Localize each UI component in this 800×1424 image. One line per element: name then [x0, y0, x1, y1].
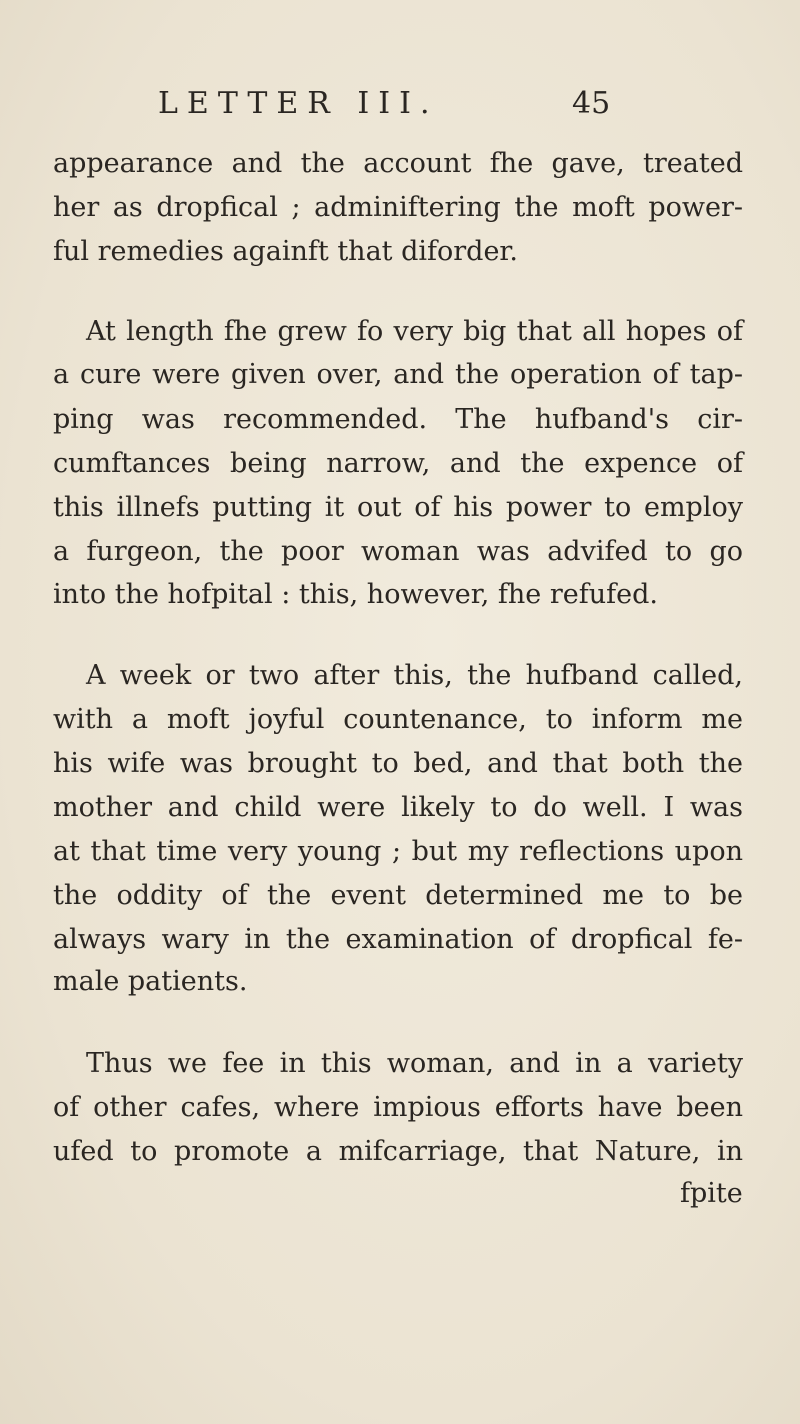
text-line: a cure were given over, and the operation of tap-	[53, 359, 743, 390]
text-line: ful remedies againft that diforder.	[53, 236, 518, 267]
text-line: a furgeon, the poor woman was advifed to go	[53, 536, 743, 567]
catchword: fpite	[680, 1178, 743, 1209]
text-line: her as dropfical ; adminiftering the moft power-	[53, 192, 743, 223]
text-line: A week or two after this, the hufband called,	[86, 660, 743, 691]
text-line: of other cafes, where impious efforts have been	[53, 1092, 743, 1123]
page-number: 45	[572, 86, 611, 121]
text-line: with a moft joyful countenance, to inform me	[53, 704, 743, 735]
text-line: cumftances being narrow, and the expence of	[53, 448, 743, 479]
text-line: this illnefs putting it out of his power to employ	[53, 492, 743, 523]
text-line: the oddity of the event determined me to be	[53, 880, 743, 911]
text-line: mother and child were likely to do well. I was	[53, 792, 743, 823]
text-line: always wary in the examination of dropfical fe-	[53, 924, 743, 955]
text-line: ping was recommended. The hufband's cir-	[53, 404, 743, 435]
text-line: ufed to promote a mifcarriage, that Nature, in	[53, 1136, 743, 1167]
text-line: At length fhe grew fo very big that all hopes of	[86, 316, 743, 347]
running-title: LETTER III.	[158, 86, 439, 121]
text-line: his wife was brought to bed, and that both the	[53, 748, 743, 779]
text-line: at that time very young ; but my reflections upon	[53, 836, 743, 867]
text-line: into the hofpital : this, however, fhe refufed.	[53, 579, 658, 610]
text-line: male patients.	[53, 966, 248, 997]
text-line: appearance and the account fhe gave, treated	[53, 148, 743, 179]
text-line: Thus we fee in this woman, and in a variety	[86, 1048, 743, 1079]
